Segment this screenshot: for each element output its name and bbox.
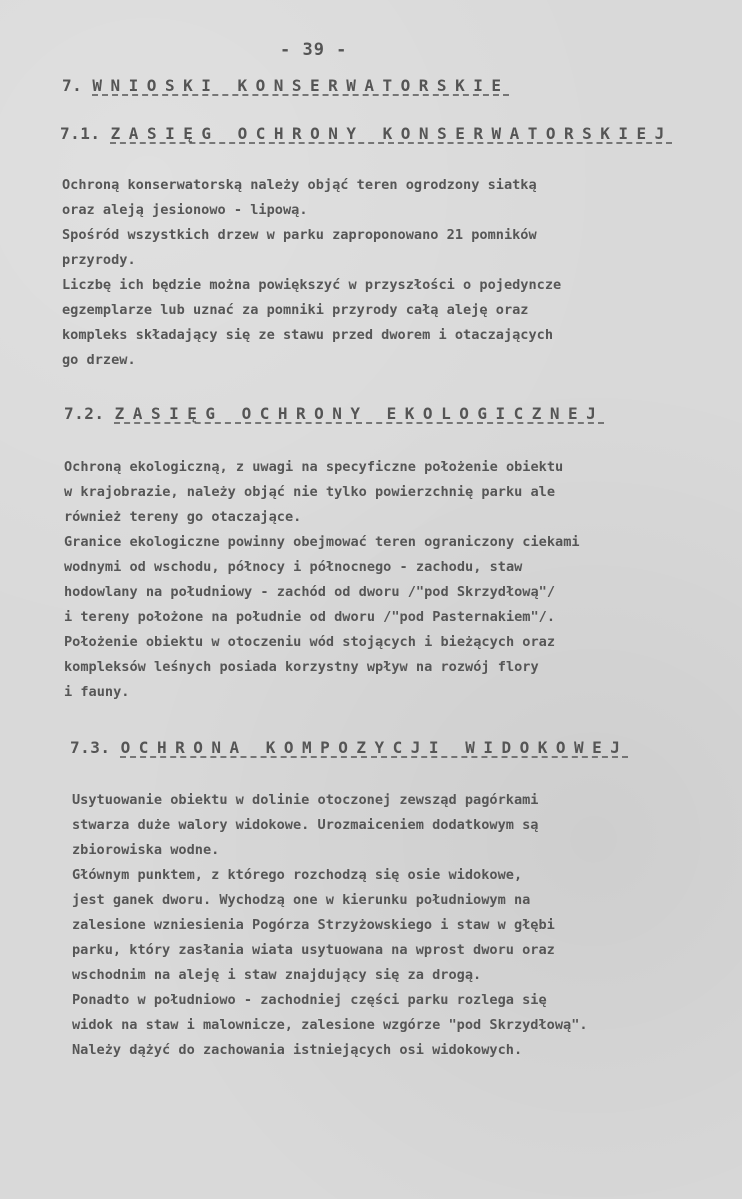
- text-line: i tereny położone na południe od dworu /"pod Pasternakiem"/.: [64, 609, 556, 625]
- text-line: oraz aleją jesionowo - lipową.: [62, 202, 308, 218]
- text-line: zalesione wzniesienia Pogórza Strzyżowskiego i staw w głębi: [72, 917, 555, 933]
- section-title: ZASIĘG OCHRONY KONSERWATORSKIEJ: [110, 124, 673, 143]
- text-line: przyrody.: [62, 252, 136, 268]
- section-heading-7-1: [60, 124, 673, 143]
- text-line: Ponadto w południowo - zachodniej części parku rozlega się: [72, 992, 547, 1008]
- chapter-heading: [62, 76, 509, 95]
- text-line: Spośród wszystkich drzew w parku zaproponowano 21 pomników: [62, 227, 537, 243]
- text-line: Granice ekologiczne powinny obejmować teren ograniczony ciekami: [64, 534, 580, 550]
- section-number: 7.2.: [64, 404, 105, 423]
- section-title: ZASIĘG OCHRONY EKOLOGICZNEJ: [114, 404, 605, 423]
- text-line: kompleks składający się ze stawu przed dworem i otaczających: [62, 327, 554, 343]
- text-line: widok na staw i malownicze, zalesione wzgórze "pod Skrzydłową".: [72, 1017, 588, 1033]
- text-line: kompleksów leśnych posiada korzystny wpływ na rozwój flory: [64, 659, 539, 675]
- text-line: Należy dążyć do zachowania istniejących osi widokowych.: [72, 1042, 523, 1058]
- text-line: Ochroną ekologiczną, z uwagi na specyficzne położenie obiektu: [64, 459, 564, 475]
- text-line: Usytuowanie obiektu w dolinie otoczonej zewsząd pagórkami: [72, 792, 539, 808]
- text-line: również tereny go otaczające.: [64, 509, 302, 525]
- text-line: zbiorowiska wodne.: [72, 842, 220, 858]
- text-line: wodnymi od wschodu, północy i północnego - zachodu, staw: [64, 559, 523, 575]
- page-number: - 39 -: [280, 40, 348, 60]
- text-line: Liczbę ich będzie można powiększyć w przyszłości o pojedyncze: [62, 277, 562, 293]
- section-number: 7.1.: [60, 124, 101, 143]
- text-line: stwarza duże walory widokowe. Urozmaiceniem dodatkowym są: [72, 817, 539, 833]
- section-paragraph-7-2: [64, 455, 580, 705]
- text-line: Położenie obiektu w otoczeniu wód stojących i bieżących oraz: [64, 634, 556, 650]
- section-heading-7-3: [70, 738, 628, 757]
- text-line: i fauny.: [64, 684, 130, 700]
- chapter-title: WNIOSKI KONSERWATORSKIE: [92, 76, 510, 95]
- text-line: go drzew.: [62, 352, 136, 368]
- text-line: Głównym punktem, z którego rozchodzą się osie widokowe,: [72, 867, 523, 883]
- text-line: egzemplarze lub uznać za pomniki przyrody całą aleję oraz: [62, 302, 529, 318]
- text-line: jest ganek dworu. Wychodzą one w kierunku południowym na: [72, 892, 531, 908]
- section-paragraph-7-3: [72, 788, 588, 1063]
- section-heading-7-2: [64, 404, 604, 423]
- text-line: parku, który zasłania wiata usytuowana na wprost dworu oraz: [72, 942, 555, 958]
- section-paragraph-7-1: [62, 173, 561, 373]
- text-line: hodowlany na południowy - zachód od dworu /"pod Skrzydłową"/: [64, 584, 556, 600]
- section-title: OCHRONA KOMPOZYCJI WIDOKOWEJ: [120, 738, 629, 757]
- section-number: 7.3.: [70, 738, 111, 757]
- text-line: w krajobrazie, należy objąć nie tylko powierzchnię parku ale: [64, 484, 556, 500]
- text-line: wschodnim na aleję i staw znajdujący się za drogą.: [72, 967, 482, 983]
- chapter-number: 7.: [62, 76, 83, 95]
- text-line: Ochroną konserwatorską należy objąć teren ogrodzony siatką: [62, 177, 537, 193]
